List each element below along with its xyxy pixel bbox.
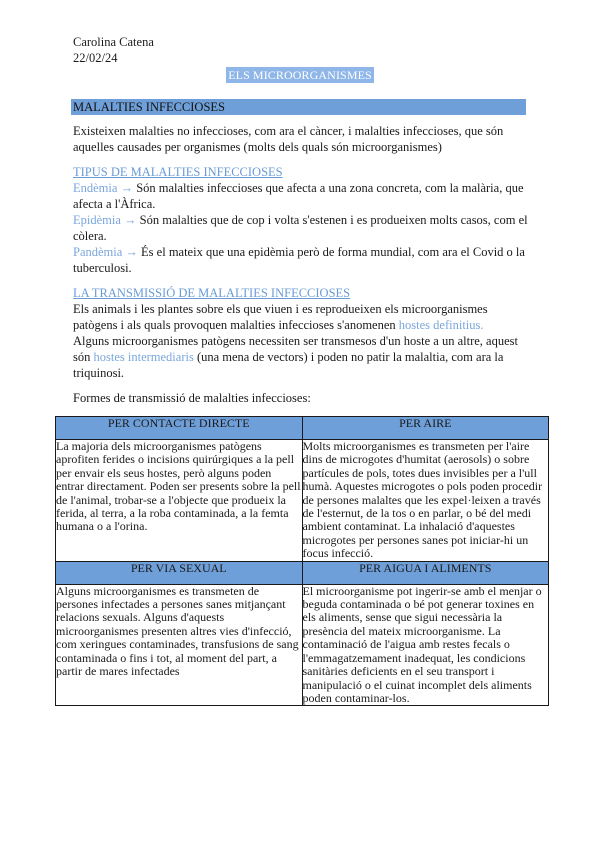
transmission-p1-text: Els animals i les plantes sobre els que viuen i es reprodueixen els microorganismes patògens i als quals provoquen malalties infeccioses s'anomenen bbox=[73, 302, 488, 332]
table-row bbox=[56, 584, 549, 706]
header-sexual: PER VIA SEXUAL bbox=[56, 561, 303, 584]
pandemia-item bbox=[73, 244, 531, 276]
section-heading: MALALTIES INFECCIOSES bbox=[73, 100, 225, 114]
cell-direct-contact: La majoria dels microorganismes patògens aprofiten ferides o incisions quirúrgiques a la pell per envair els seus hostes, però alguns poden entrar directament. Poden ser presents sobre la pell de l'animal, trobar-se a l'objecte que produeix la ferida, al terra, a la roba contaminada, a la femta humana o a l'orina. bbox=[56, 440, 303, 562]
types-heading: TIPUS DE MALALTIES INFECCIOSES bbox=[73, 165, 283, 179]
pandemia-text: És el mateix que una epidèmia però de forma mundial, com ara el Covid o la tuberculosi. bbox=[73, 245, 525, 275]
table-row bbox=[56, 561, 549, 584]
section-heading-bar bbox=[71, 99, 526, 115]
cell-sexual: Alguns microorganismes es transmeten de persones infectades a persones sanes mitjançant relacions sexuals. Alguns d'aquests microorganismes presenten altres vies d'infecció, com xeringues contaminades, transfusions de sang contaminada o fins i tot, al moment del part, a partir de mares infectades bbox=[56, 584, 303, 706]
arrow-icon: → bbox=[124, 213, 137, 227]
intro-paragraph: Existeixen malalties no infeccioses, com ara el càncer, i malalties infeccioses, que són aquelles causades per organismes (molts dels quals són microorganismes) bbox=[73, 124, 504, 154]
forms-label: Formes de transmissió de malalties infeccioses: bbox=[73, 391, 311, 405]
endemia-item bbox=[73, 180, 531, 212]
arrow-icon: → bbox=[125, 245, 138, 259]
pandemia-term: Pandèmia bbox=[73, 245, 123, 259]
transmission-p2-after: (una mena de vectors) i poden no patir la malaltia, com ara la triquinosi. bbox=[73, 350, 504, 380]
cell-air: Molts microorganismes es transmeten per l'aire dins de microgotes d'humitat (aerosols) o sobre partícules de pols, totes dues invisibles per a l'ull humà. Aquestes microgotes o pols poden procedir de persones malaltes que les expel·leixen a través de l'esternut, de la tos o en parlar, o bé del medi ambient contaminat. La inhalació d'aquestes microgotes per persones sanes pot iniciar-hi un focus infecció. bbox=[302, 440, 549, 562]
author-name: Carolina Catena bbox=[73, 35, 154, 49]
arrow-icon: → bbox=[120, 181, 134, 195]
transmission-paragraph-1 bbox=[73, 301, 531, 333]
title-wrap bbox=[0, 66, 600, 84]
endemia-text: Són malalties infeccioses que afecta a una zona concreta, com la malària, que afecta a l'Àfrica. bbox=[73, 181, 524, 211]
transmission-p2-text: Alguns microorganismes patògens necessiten ser transmesos d'un hoste a un altre, aquest són bbox=[73, 334, 518, 364]
header-water-food: PER AIGUA I ALIMENTS bbox=[302, 561, 549, 584]
transmission-table bbox=[55, 416, 549, 706]
author-block bbox=[73, 34, 154, 66]
intermediate-hosts-term: hostes intermediaris bbox=[93, 350, 194, 364]
epidemia-term: Epidèmia bbox=[73, 213, 121, 227]
endemia-term: Endèmia bbox=[73, 181, 118, 195]
document-title: ELS MICROORGANISMES bbox=[228, 68, 372, 82]
header-air: PER AIRE bbox=[302, 417, 549, 440]
cell-water-food: El microorganisme pot ingerir-se amb el menjar o beguda contaminada o bé pot generar toxines en els aliments, sense que sigui necessària la presència del mateix microorganisme. La contaminació de l'aigua amb restes fecals o l'emmagatzemament inadequat, les condicions sanitàries deficients en el seu transport i manipulació o el cuinat incomplet dels aliments poden contaminar-los. bbox=[302, 584, 549, 706]
header-direct-contact: PER CONTACTE DIRECTE bbox=[56, 417, 303, 440]
epidemia-item bbox=[73, 212, 531, 244]
definitive-hosts-term: hostes definitius. bbox=[398, 318, 484, 332]
transmission-paragraph-2 bbox=[73, 333, 531, 381]
epidemia-text: Són malalties que de cop i volta s'estenen i es produeixen molts casos, com el còlera. bbox=[73, 213, 528, 243]
transmission-heading: LA TRANSMISSIÓ DE MALALTIES INFECCIOSES bbox=[73, 286, 351, 300]
document-date: 22/02/24 bbox=[73, 51, 118, 65]
table-row bbox=[56, 417, 549, 440]
table-row bbox=[56, 440, 549, 562]
